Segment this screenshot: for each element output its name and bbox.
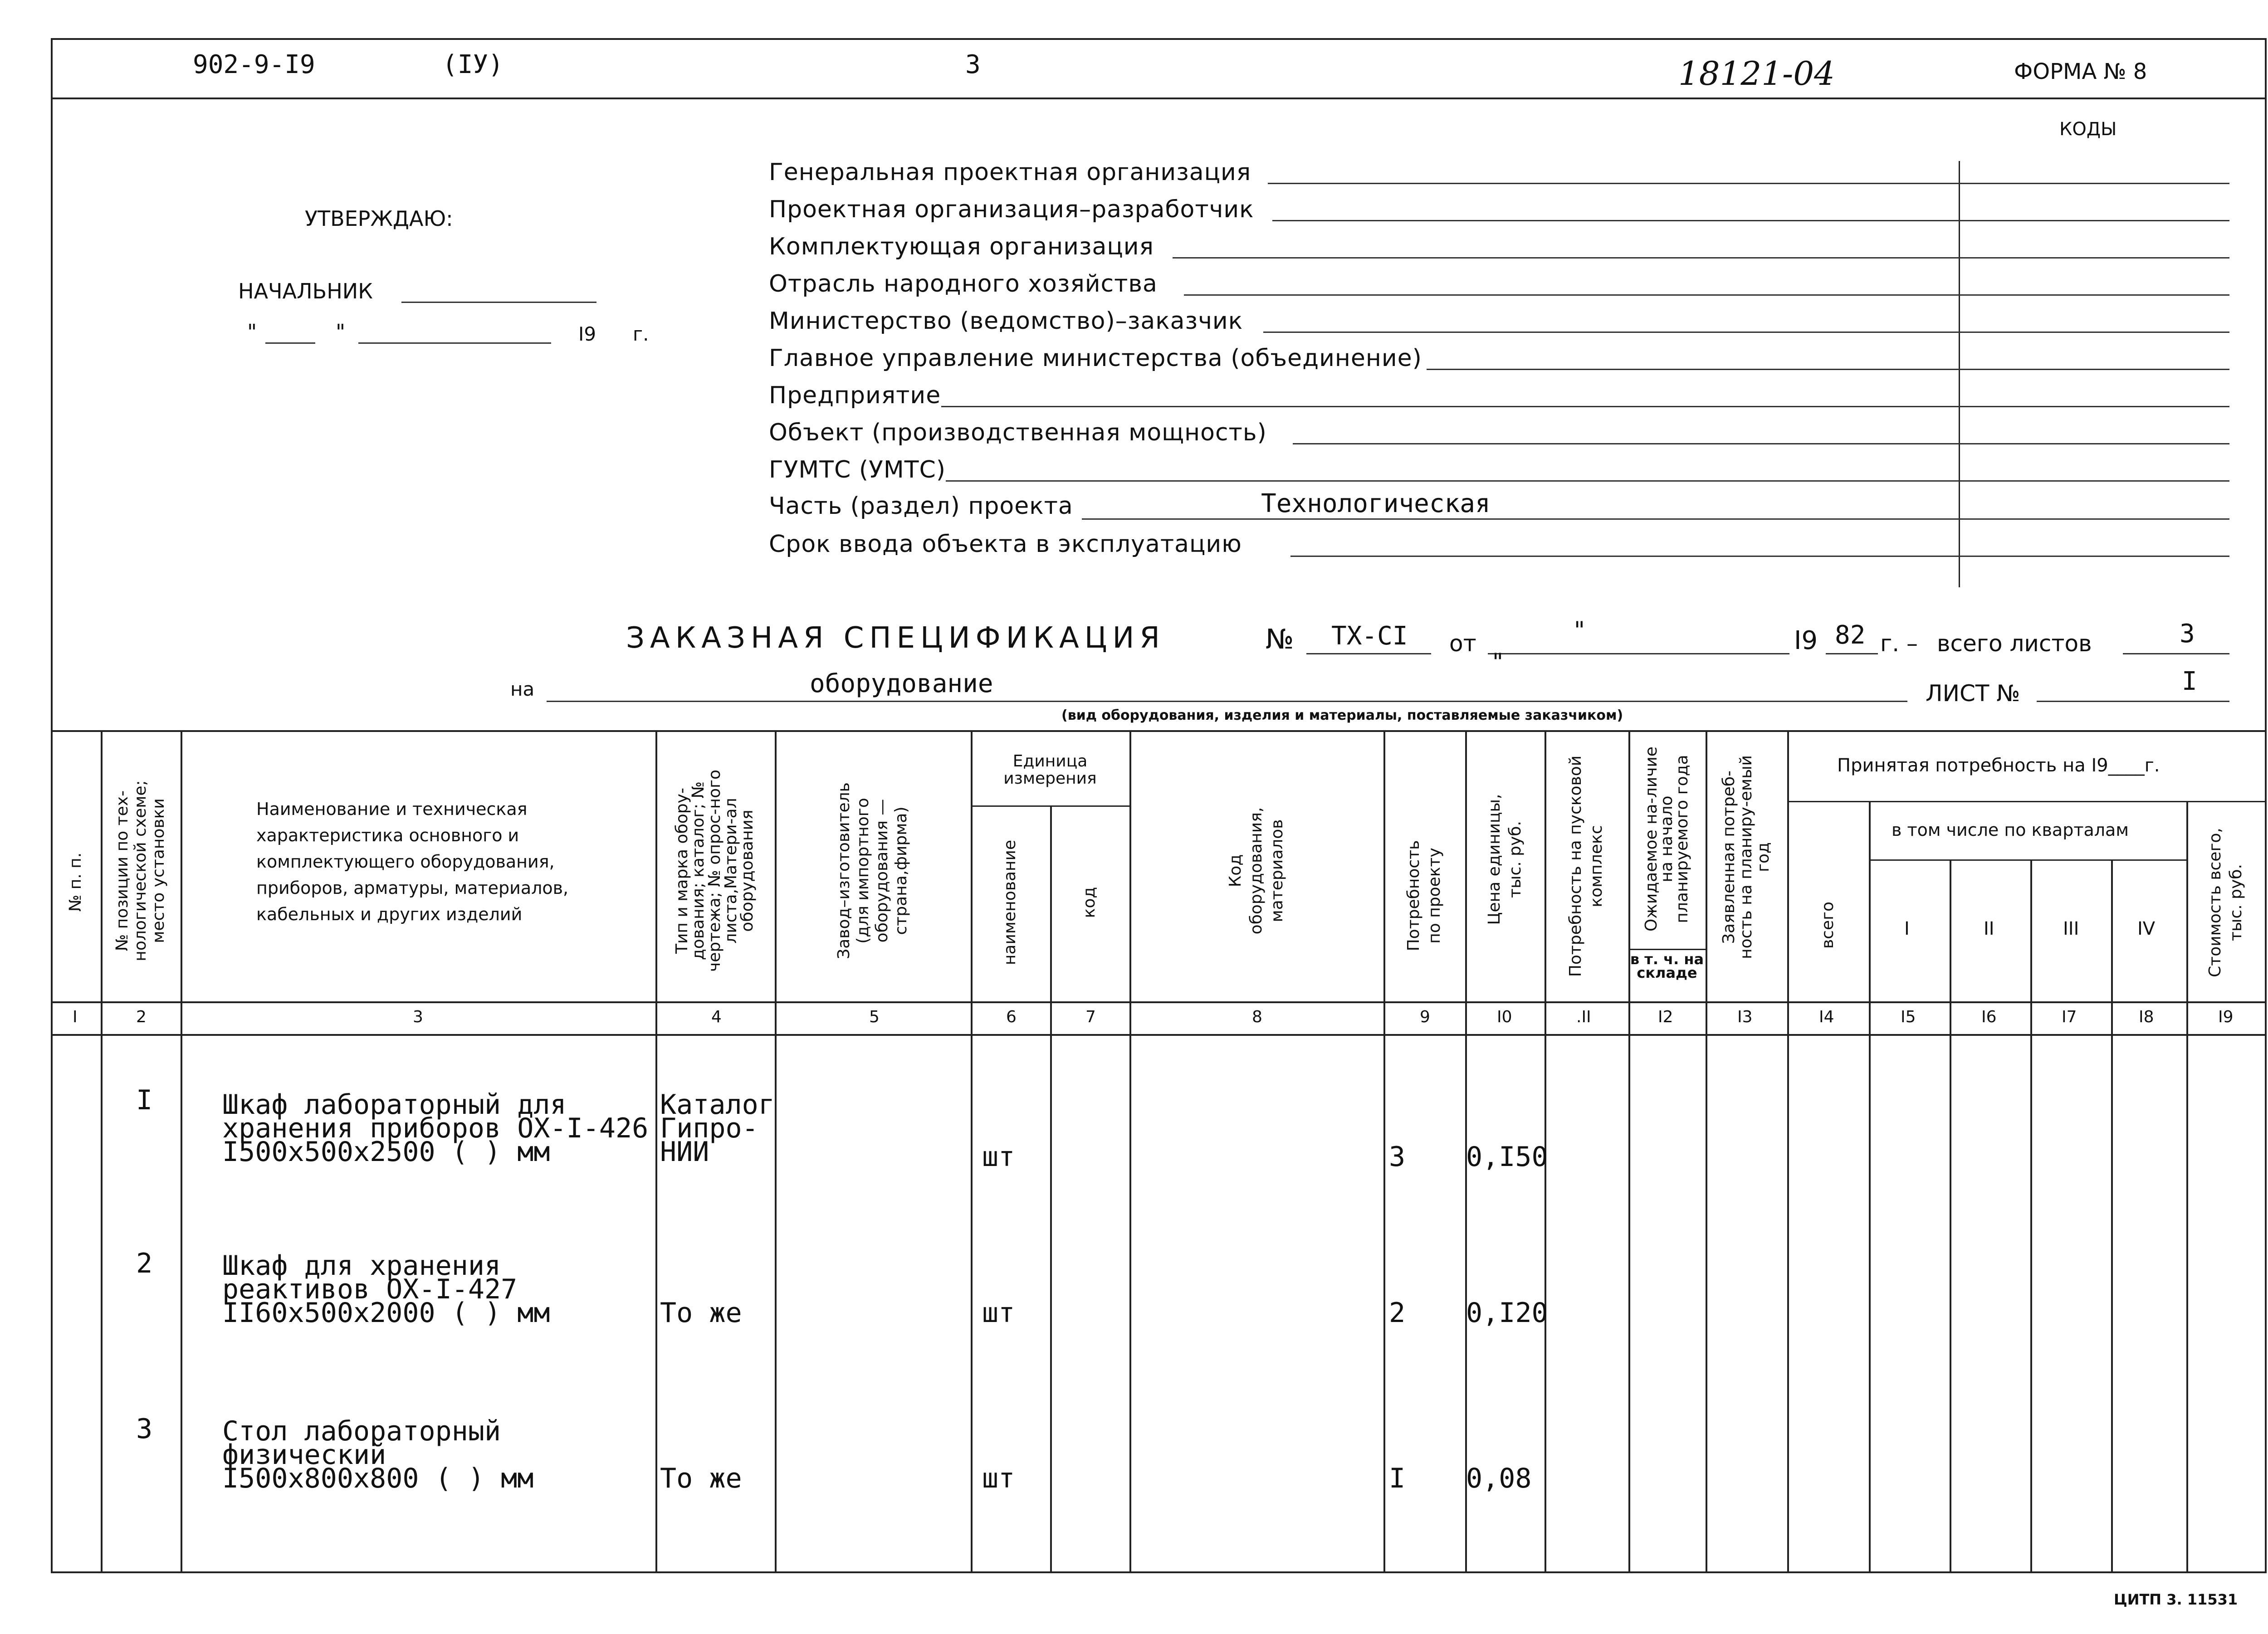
row-qty: 2 <box>1389 1297 1406 1329</box>
row-qty: I <box>1389 1463 1406 1494</box>
row-name-line: реактивов ОХ-I-427 <box>222 1273 518 1305</box>
row-price: 0,I20 <box>1466 1297 1548 1329</box>
col-header-12-stock: в т. ч. на складе <box>1630 951 1704 981</box>
project-code: 902-9-I9 <box>193 50 315 79</box>
col-header-4: Тип и марка обору-дования; каталог; № чертежа; № опрос-ного листа,Матери-ал оборудования <box>673 769 757 972</box>
col-header-3: Наименование и техническая характеристика основного и комплектующего оборудования, приборов, арматуры, материалов, кабельных и других изделий <box>256 799 569 924</box>
row-price: 0,I50 <box>1466 1141 1548 1173</box>
row-qty: 3 <box>1389 1141 1406 1173</box>
spec-title: ЗАКАЗНАЯ СПЕЦИФИКАЦИЯ <box>626 621 1165 655</box>
col-header-2: № позиции по тех-нологической схеме; место установки <box>113 780 168 961</box>
spec-number: ТХ-CI <box>1331 621 1408 651</box>
col-header-8: Код оборудования, материалов <box>1226 807 1286 935</box>
sheet-number: I <box>2182 667 2197 696</box>
page-number: 3 <box>965 50 981 79</box>
approve-label: УТВЕРЖДАЮ: <box>305 206 453 231</box>
col-header-6-7: Единица измерения <box>1003 752 1097 788</box>
approve-year-suffix: г. <box>633 323 649 345</box>
col-header-1: № п. п. <box>66 852 85 912</box>
row-name-line: I500х500х2500 ( ) мм <box>222 1136 550 1168</box>
row-position: 2 <box>136 1248 153 1279</box>
total-sheets-label: всего листов <box>1937 630 2092 657</box>
row-type-line: То же <box>660 1297 742 1329</box>
col-header-14-19: Принятая потребность на I9____г. <box>1837 755 2160 776</box>
row-name-line: II60х500х2000 ( ) мм <box>222 1297 550 1329</box>
volume-number: (IУ) <box>442 50 503 79</box>
col-header-19: Стоимость всего, тыс. руб. <box>2206 828 2245 977</box>
spec-date-quote: " <box>1574 617 1585 644</box>
on-label: на <box>510 678 535 700</box>
col-header-16: II <box>1984 918 1994 939</box>
footer-stamp: ЦИТП 3. 11531 <box>2114 1591 2238 1608</box>
on-quote-mark: " <box>1492 649 1503 676</box>
chief-label: НАЧАЛЬНИК <box>238 279 373 303</box>
col-header-15-18: в том числе по кварталам <box>1892 820 2129 840</box>
row-price: 0,08 <box>1466 1463 1532 1494</box>
col-header-9: Потребность по проекту <box>1404 840 1444 951</box>
row-name-line: I500х800х800 ( ) мм <box>222 1463 534 1494</box>
row-name-line: Стол лабораторный <box>222 1415 501 1447</box>
col-header-14: всего <box>1818 901 1837 949</box>
row-unit: шт <box>982 1463 1015 1494</box>
codes-divider <box>1959 161 1960 587</box>
date-quote-close: " <box>336 320 346 344</box>
col-header-11: Потребность на пусковой комплекс <box>1566 755 1606 977</box>
row-type-line: НИИ <box>660 1136 709 1168</box>
spec-year: 82 <box>1835 620 1866 650</box>
sheet-label: ЛИСТ № <box>1926 680 2020 707</box>
row-name-line: хранения приборов ОХ-I-426 <box>222 1112 649 1144</box>
subject-caption: (вид оборудования, изделия и материалы, поставляемые заказчиком) <box>1061 707 1623 723</box>
row-type-line: То же <box>660 1463 742 1494</box>
project-part-value: Технологическая <box>1261 489 1491 518</box>
row-position: 3 <box>136 1413 153 1445</box>
col-header-5: Завод–изготовитель (для импортного оборудования —страна,фирма) <box>835 782 910 959</box>
col-header-13: Заявленная потреб-ность на планиру-емый год <box>1720 755 1773 959</box>
col-header-12: Ожидаемое на-личие на начало планируемого года <box>1642 746 1691 932</box>
row-name-line: физический <box>222 1439 386 1471</box>
col-header-15: I <box>1904 918 1910 939</box>
handwritten-number: 18121-04 <box>1678 54 1835 93</box>
col-header-10: Цена единицы, тыс. руб. <box>1485 794 1525 925</box>
row-unit: шт <box>982 1141 1015 1173</box>
codes-label: КОДЫ <box>2059 119 2117 140</box>
form-label: ФОРМА № 8 <box>2014 59 2147 84</box>
row-name-line: Шкаф лабораторный для <box>222 1089 567 1121</box>
row-type-line: Гипро- <box>660 1112 758 1144</box>
col-header-18: IV <box>2137 918 2156 939</box>
row-unit: шт <box>982 1297 1015 1329</box>
row-position: I <box>136 1084 153 1116</box>
total-sheets: 3 <box>2180 619 2195 649</box>
spec-year-suffix: г. – <box>1880 630 1918 657</box>
approve-year-prefix: I9 <box>578 323 596 345</box>
spec-year-prefix: I9 <box>1794 626 1818 655</box>
row-type-line: Каталог <box>660 1089 775 1121</box>
col-header-17: III <box>2063 918 2079 939</box>
spec-number-label: № <box>1266 624 1294 655</box>
col-header-7: код <box>1080 887 1099 918</box>
date-quote-open: " <box>247 320 257 344</box>
spec-from-label: от <box>1449 630 1476 657</box>
spec-subject: оборудование <box>810 669 993 698</box>
col-header-6: наименование <box>1001 839 1019 966</box>
row-name-line: Шкаф для хранения <box>222 1250 501 1282</box>
